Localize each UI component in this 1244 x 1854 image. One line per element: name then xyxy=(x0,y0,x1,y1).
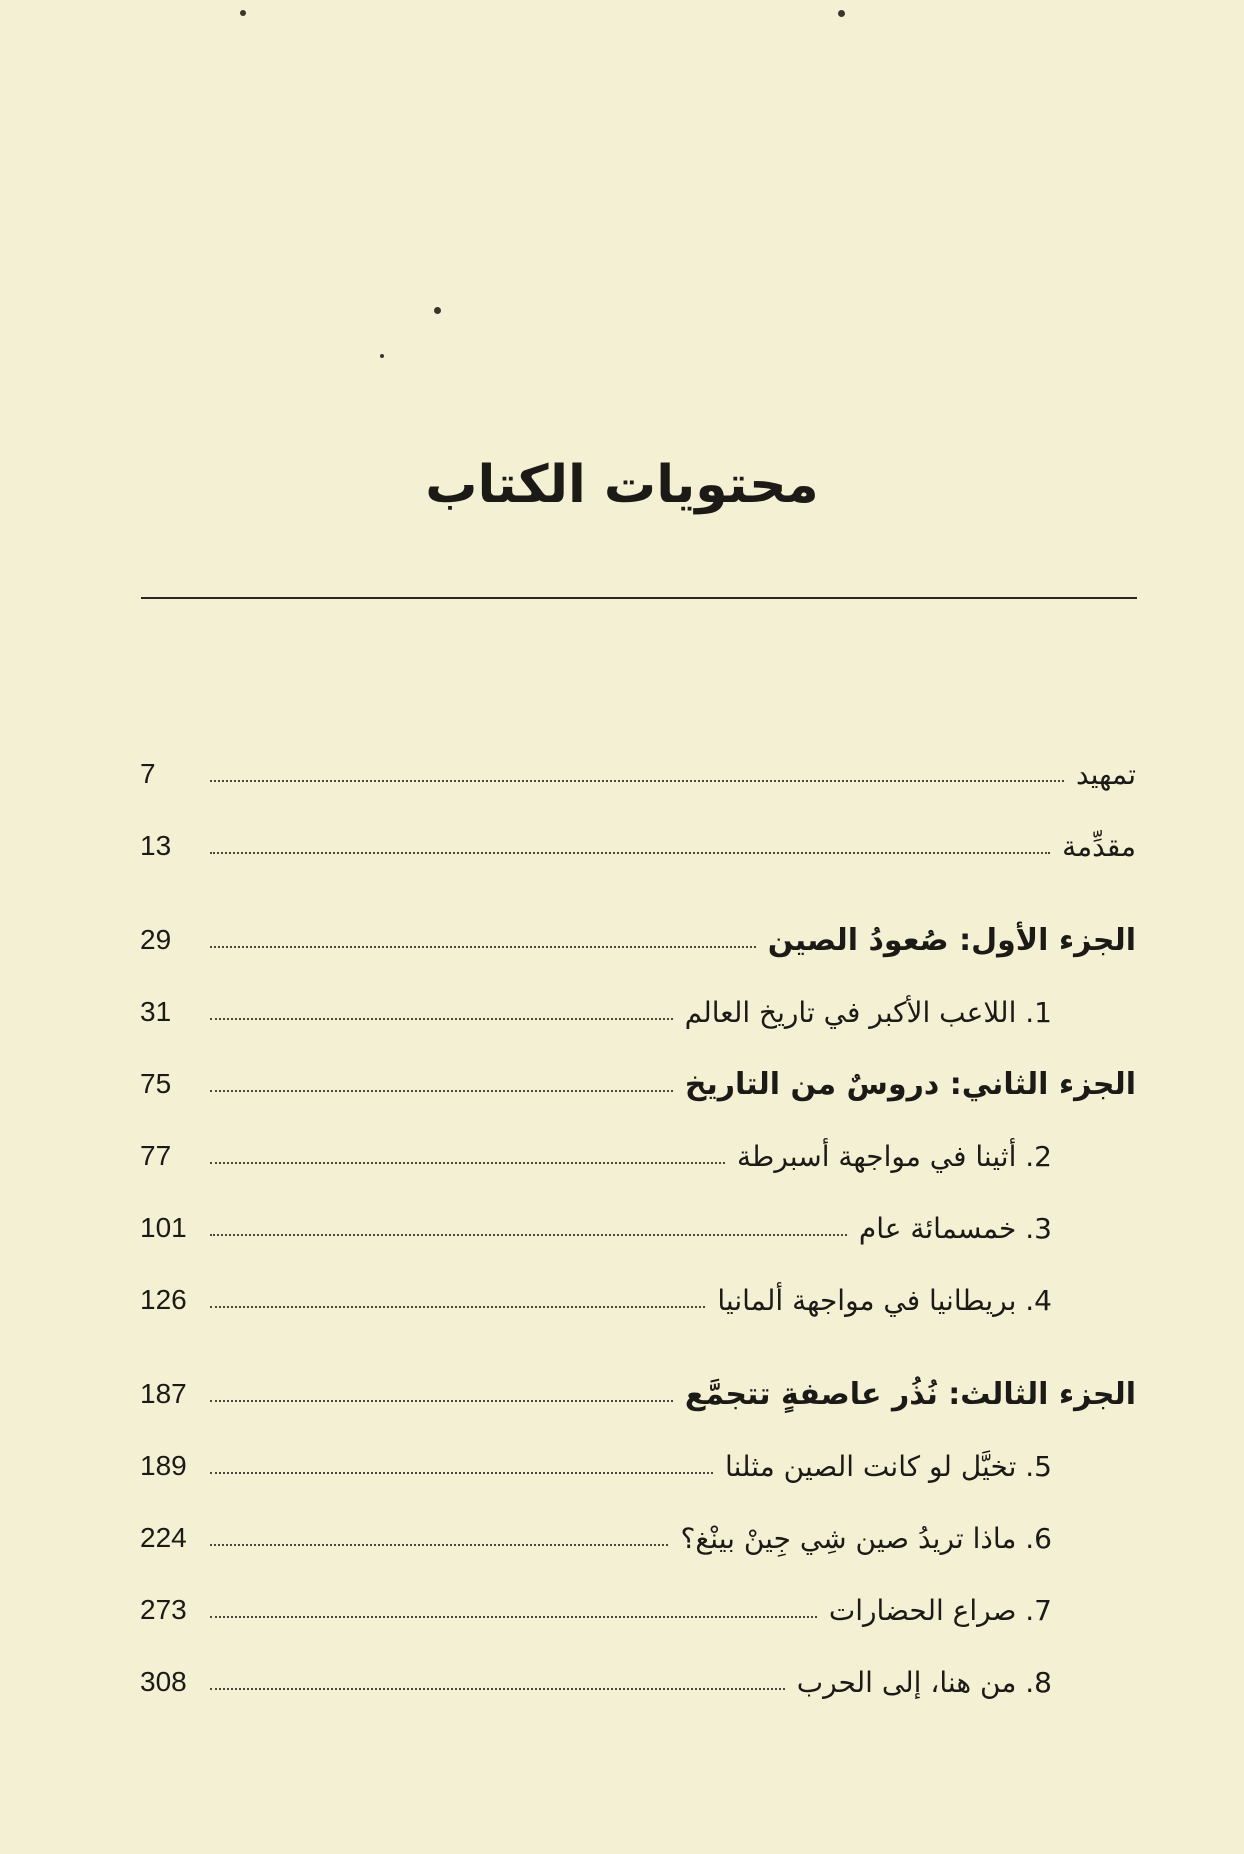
toc-row xyxy=(140,987,1052,1037)
toc-entry-page: 308 xyxy=(140,1666,187,1697)
dot-leader xyxy=(210,1234,847,1236)
toc-entry-page: 7 xyxy=(140,758,156,789)
toc-row xyxy=(140,749,1136,799)
ink-speck xyxy=(434,307,441,314)
ink-speck xyxy=(838,10,845,17)
toc-entry-label: تمهيد xyxy=(1075,757,1136,791)
toc-part-label: الجزء الثالث: نُذُر عاصفةٍ تتجمَّع xyxy=(684,1376,1136,1412)
dot-leader xyxy=(210,1306,705,1308)
toc-row xyxy=(140,1203,1052,1253)
dot-leader xyxy=(210,1400,673,1402)
toc-entry-label: مقدِّمة xyxy=(1062,829,1136,863)
toc-chapter-label: 2. أثينا في مواجهة أسبرطة xyxy=(737,1139,1052,1173)
toc-chapter-label: 6. ماذا تريدُ صين شِي جِينْ بينْغ؟ xyxy=(680,1521,1052,1555)
toc-chapter-label: 1. اللاعب الأكبر في تاريخ العالم xyxy=(684,995,1052,1029)
toc-chapter-label: 7. صراع الحضارات xyxy=(828,1593,1052,1627)
dot-leader xyxy=(210,1162,725,1164)
dot-leader xyxy=(210,1616,817,1618)
toc-part-label: الجزء الثاني: دروسٌ من التاريخ xyxy=(684,1066,1136,1102)
toc-row xyxy=(140,1585,1052,1635)
toc-entry-page: 29 xyxy=(140,924,172,955)
toc-entry-page: 126 xyxy=(140,1284,187,1315)
dot-leader xyxy=(210,780,1064,782)
dot-leader xyxy=(210,1090,673,1092)
toc-chapter-label: 8. من هنا، إلى الحرب xyxy=(796,1665,1052,1699)
toc-row xyxy=(140,1131,1052,1181)
toc-entry-page: 189 xyxy=(140,1450,187,1481)
ink-speck xyxy=(380,354,384,358)
toc-entry-page: 77 xyxy=(140,1140,172,1171)
dot-leader xyxy=(210,1018,673,1020)
toc-row xyxy=(140,1657,1052,1707)
toc-row xyxy=(140,1059,1136,1109)
dot-leader xyxy=(210,1472,713,1474)
page-title: محتويات الكتاب xyxy=(425,455,819,515)
ink-speck xyxy=(240,10,246,16)
title-divider xyxy=(141,597,1137,599)
dot-leader xyxy=(210,852,1050,854)
toc-chapter-label: 5. تخيَّل لو كانت الصين مثلنا xyxy=(725,1449,1052,1483)
toc-row xyxy=(140,915,1136,965)
toc-chapter-label: 4. بريطانيا في مواجهة ألمانيا xyxy=(717,1283,1052,1317)
toc-chapter-label: 3. خمسمائة عام xyxy=(858,1211,1052,1245)
toc-row xyxy=(140,1275,1052,1325)
dot-leader xyxy=(210,1544,668,1546)
toc-entry-page: 13 xyxy=(140,830,172,861)
toc-entry-page: 224 xyxy=(140,1522,187,1553)
dot-leader xyxy=(210,1688,785,1690)
toc-row xyxy=(140,821,1136,871)
toc-row xyxy=(140,1513,1052,1563)
toc-entry-page: 273 xyxy=(140,1594,187,1625)
toc-row xyxy=(140,1441,1052,1491)
dot-leader xyxy=(210,946,756,948)
toc-entry-page: 101 xyxy=(140,1212,187,1243)
toc-entry-page: 31 xyxy=(140,996,172,1027)
toc-entry-page: 75 xyxy=(140,1068,172,1099)
toc-entry-page: 187 xyxy=(140,1378,187,1409)
toc-row xyxy=(140,1369,1136,1419)
toc-part-label: الجزء الأول: صُعودُ الصين xyxy=(767,922,1136,958)
